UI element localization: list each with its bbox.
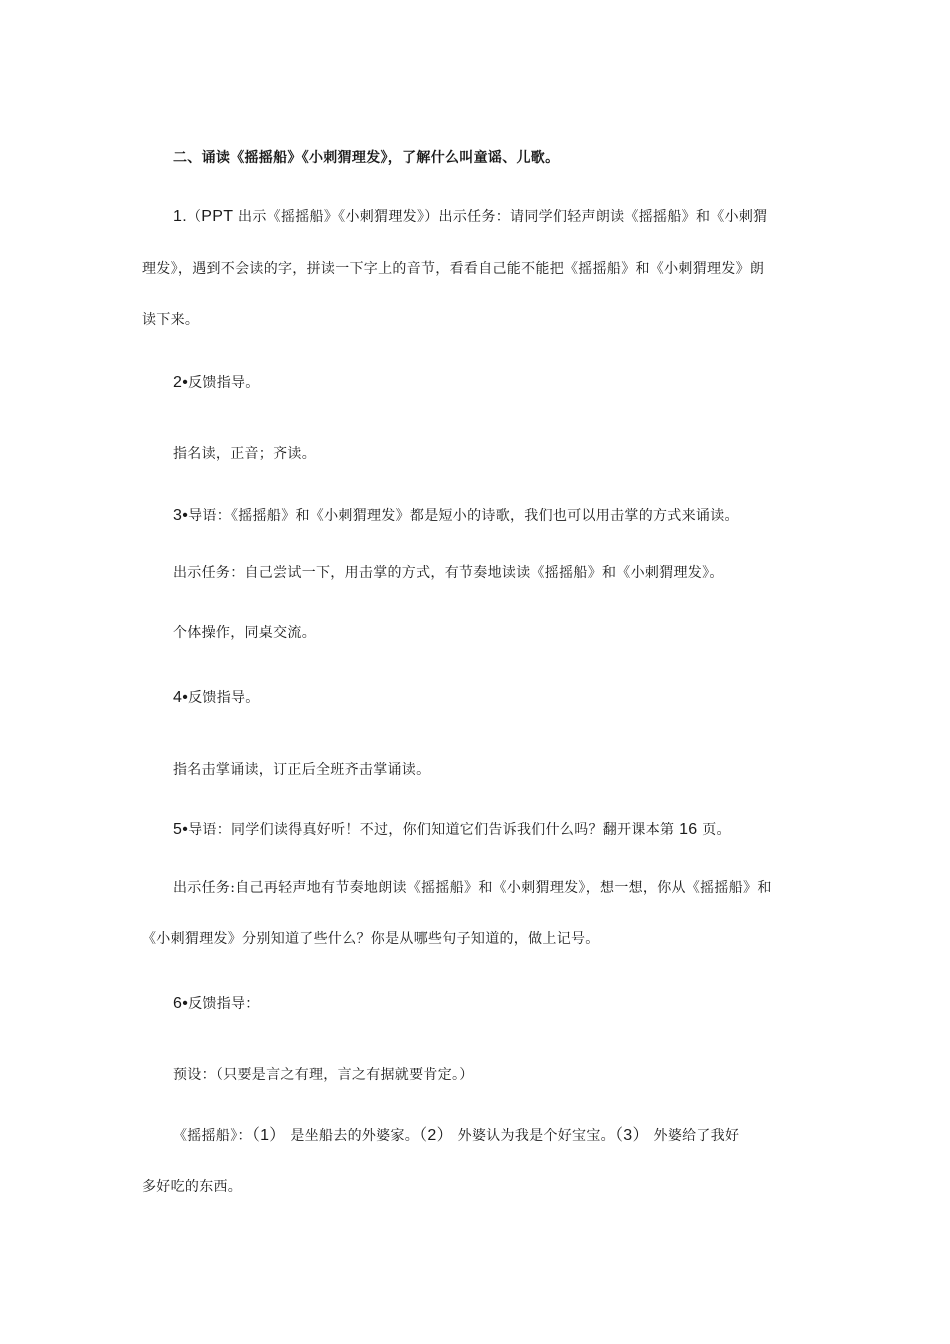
paragraph-5-text-b: 页。	[697, 822, 731, 838]
item-number: 2•	[173, 374, 189, 391]
paragraph-1-line-2: 理发》，遇到不会读的字，拼读一下字上的音节，看看自己能不能把《摇摇船》和《小刺猬理发》朗	[142, 261, 765, 277]
paragraph-3b: 出示任务：自己尝试一下，用击掌的方式，有节奏地读读《摇摇船》和《小刺猬理发》。	[173, 565, 724, 581]
paren-open: （	[186, 209, 202, 225]
point-2-text: 外婆认为我是个好宝宝。	[452, 1128, 615, 1144]
paragraph-1-text: 出示《摇摇船》《小刺猬理发》）出示任务：请同学们轻声朗读《摇摇船》和《小刺猬	[233, 209, 768, 225]
item-number: 6•	[173, 995, 189, 1012]
item-number: 1.	[173, 208, 187, 225]
point-2-index: （2）	[419, 1127, 453, 1144]
paragraph-3	[173, 506, 841, 526]
paragraph-5b-line-1: 出示任务:自己再轻声地有节奏地朗读《摇摇船》和《小刺猬理发》，想一想，你从《摇摇船》和	[173, 880, 772, 896]
paragraph-2	[173, 373, 841, 393]
paragraph-1-line-1	[173, 207, 841, 227]
paragraph-2-text: 反馈指导。	[188, 375, 260, 391]
paragraph-6	[173, 994, 841, 1014]
ppt-label: PPT	[201, 208, 234, 225]
point-1-text: 是坐船去的外婆家。	[285, 1128, 420, 1144]
item-number: 5•	[173, 821, 189, 838]
paragraph-5-text-a: 导语：同学们读得真好听！不过，你们知道它们告诉我们什么吗？翻开课本第	[188, 822, 680, 838]
section-heading: 二、诵读《摇摇船》《小刺猬理发》，了解什么叫童谣、儿歌。	[173, 150, 560, 166]
paragraph-7-line-2: 多好吃的东西。	[142, 1179, 243, 1195]
paragraph-3c: 个体操作，同桌交流。	[173, 625, 316, 641]
paragraph-4b: 指名击掌诵读，订正后全班齐击掌诵读。	[173, 762, 431, 778]
paragraph-4	[173, 688, 841, 708]
paragraph-2b: 指名读，正音；齐读。	[173, 446, 316, 462]
paragraph-7-line-1	[173, 1126, 841, 1146]
item-number: 4•	[173, 689, 189, 706]
paragraph-6-text: 反馈指导：	[188, 996, 260, 1012]
item-number: 3•	[173, 507, 189, 524]
point-3-index: （3）	[614, 1127, 649, 1144]
paragraph-5	[173, 820, 841, 840]
point-1-index: （1）	[251, 1127, 286, 1144]
point-3-text: 外婆给了我好	[648, 1128, 740, 1144]
paragraph-6b: 预设：（只要是言之有理，言之有据就要肯定。）	[173, 1067, 474, 1083]
paragraph-3-text: 导语：《摇摇船》和《小刺猬理发》都是短小的诗歌，我们也可以用击掌的方式来诵读。	[188, 508, 739, 524]
paragraph-4-text: 反馈指导。	[188, 690, 260, 706]
poem-title: 《摇摇船》：	[173, 1128, 252, 1144]
paragraph-5b-line-2: 《小刺猬理发》分别知道了些什么？你是从哪些句子知道的，做上记号。	[142, 931, 600, 947]
paragraph-1-line-3: 读下来。	[142, 312, 200, 328]
page-number: 16	[679, 821, 698, 838]
